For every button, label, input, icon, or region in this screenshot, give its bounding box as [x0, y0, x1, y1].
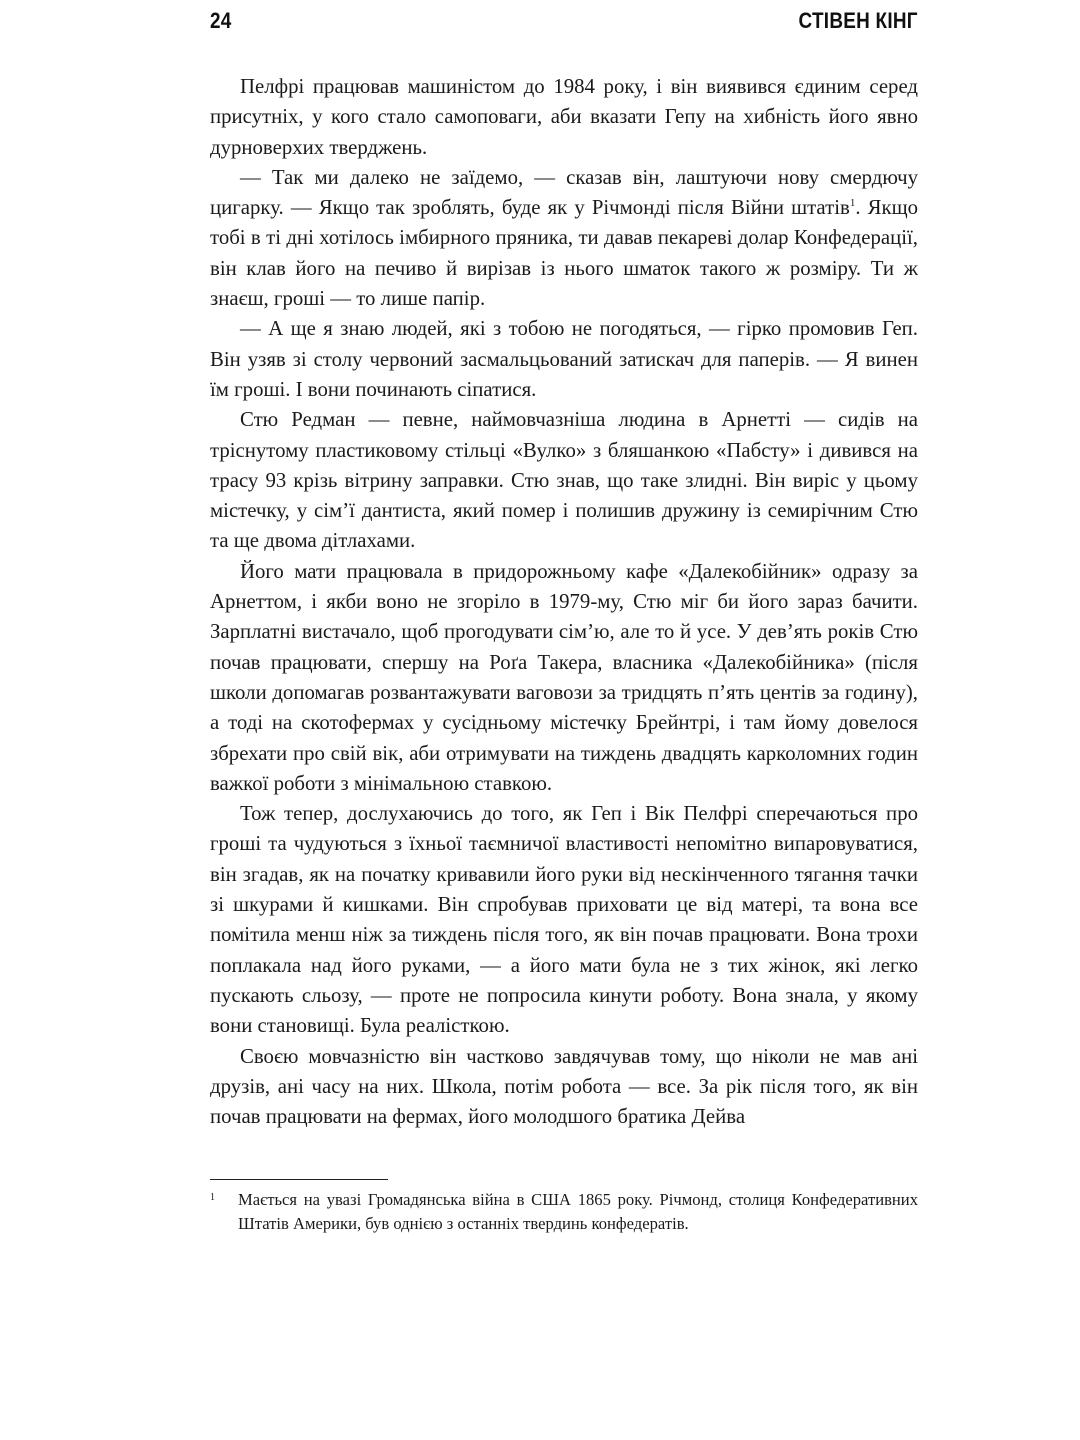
paragraph: Тож тепер, дослухаючись до того, як Геп і Вік Пелфрі сперечаються про гроші та чудуються з їхньої таємничої властивості непомітно випаровуватися, він згадав, як на початку кривавили його руки від нескінченного тягання тачки зі шкурами й кишками. Він спробував приховати це від матері, та вона все помітила менш ніж за тиждень після того, як він почав працювати. Вона трохи поплакала над його руками, — а його мати була не з тих жінок, які легко пускають сльозу, — проте не попросила кинути роботу. Вона знала, у якому вони становищі. Була реалісткою.: [210, 802, 918, 1038]
footnote: [210, 1188, 918, 1236]
page-number: 24: [210, 8, 232, 33]
paragraph: — А ще я знаю людей, які з тобою не погодяться, — гірко промовив Геп. Він узяв зі столу червоний засмальцьований затискач для паперів. — Я винен їм гроші. І вони починають сіпатися.: [210, 317, 918, 401]
paragraph: — Так ми далеко не заїдемо, — сказав він, лаштуючи нову смердючу цигарку. — Якщо так зроблять, буде як у Річмонді після Війни штатів$^1$. Якщо тобі в ті дні хотілось імбирного пряника, ти давав пекареві долар Конфедерації, він клав його на печиво й вирізав із нього шматок такого ж розміру. Ти ж знаєш, гроші — то лише папір.: [210, 165, 918, 311]
page-header: [210, 8, 918, 42]
page-body: [210, 72, 918, 1132]
paragraph: Стю Редман — певне, наймовчазніша людина в Арнетті — сидів на тріснутому пластиковому стільці «Вулко» з бляшанкою «Пабсту» і дивився на трасу 93 крізь вітрину заправки. Стю знав, що таке злидні. Він виріс у цьому містечку, у сім’ї дантиста, який помер і полишив дружину із семирічним Стю та ще двома дітлахами.: [210, 408, 918, 553]
paragraph: Його мати працювала в придорожньому кафе «Далекобійник» одразу за Арнеттом, і якби воно не згоріло в 1979-му, Стю міг би його зараз бачити. Зарплатні вистачало, щоб прогодувати сім’ю, але то й усе. У дев’ять років Стю почав працювати, спершу на Роґа Такера, власника «Далекобійника» (після школи допомагав розвантажувати ваговози за тридцять п’ять центів за годину), а тоді на скотофермах у сусідньому містечку Брейнтрі, і там йому довелося збрехати про свій вік, аби отримувати на тиждень двадцять карколомних годин важкої роботи з мінімальною ставкою.: [210, 559, 918, 795]
paragraph: Своєю мовчазністю він частково завдячував тому, що ніколи не мав ані друзів, ані часу на них. Школа, потім робота — все. За рік після того, як він почав працювати на фермах, його молодшого братика Дейва: [210, 1044, 918, 1129]
running-title: СТІВЕН КІНГ: [798, 8, 918, 33]
footnote-text: Мається на увазі Громадянська війна в США 1865 року. Річмонд, столиця Конфедеративних Штатів Америки, був однією з останніх твердинь конфедератів.: [238, 1190, 918, 1233]
footnote-mark: 1: [210, 1192, 215, 1203]
paragraph: Пелфрі працював машиністом до 1984 року, і він виявився єдиним серед присутніх, у кого стало самоповаги, аби вказати Гепу на хибність його явно дурноверхих тверджень.: [210, 75, 918, 159]
footnote-divider: [210, 1179, 388, 1180]
footnote-reference[interactable]: 1: [849, 197, 856, 210]
